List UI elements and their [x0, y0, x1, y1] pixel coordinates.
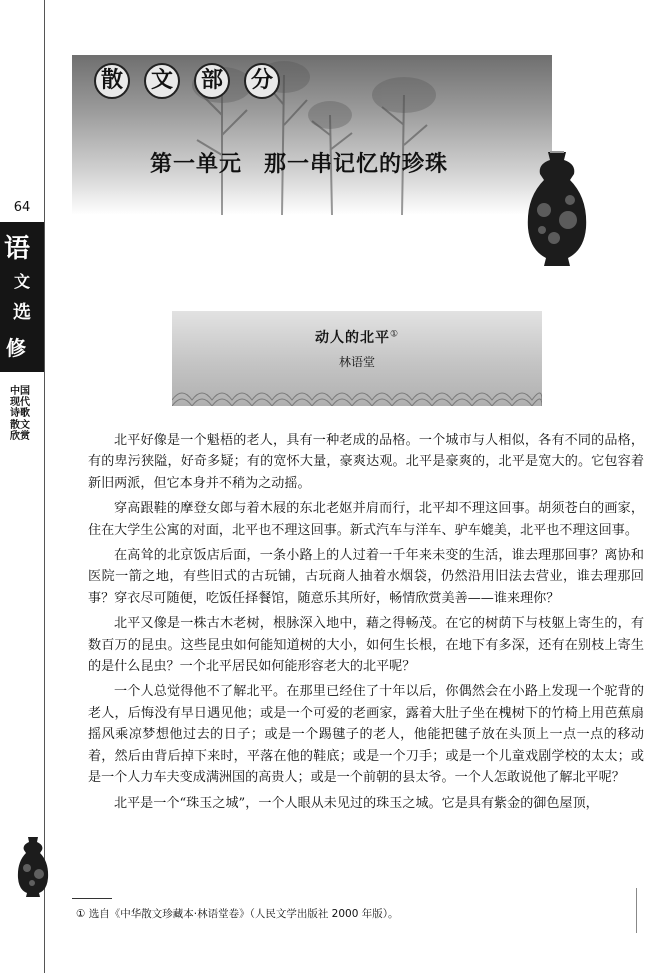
page-number: 64	[13, 200, 31, 215]
body-paragraph: 北平是一个“珠玉之城”，一个人眼从未见过的珠玉之城。它是具有紫金的御色屋顶，	[114, 795, 599, 811]
section-char-badge: 散	[94, 63, 130, 99]
section-header-banner	[72, 55, 552, 215]
body-paragraph: 一个人总觉得他不了解北平。在那里已经住了十年以后，你偶然会在小路上发现一个驼背的老人，后悔没有早日遇见他；或是一个可爱的老画家，露着大肚子坐在槐树下的竹椅上用芭蕉扇摇风乘凉梦想他过去的日子；或是一个踢毽子的老人，他能把毽子放在头顶上一点一点的移动着，然后由背后掉下来时，平落在他的鞋底；或是一个刀手；或是一个儿童戏剧学校的太太；或是一个人力车夫变成满洲国的高贵人；或是一个前朝的县太爷。一个人怎敢说他了解北平呢？	[88, 684, 644, 786]
unit-name: 那一串记忆的珍珠	[264, 152, 449, 177]
article-title-box	[172, 311, 542, 406]
section-char-badge: 分	[244, 63, 280, 99]
footnote-rule	[72, 898, 112, 899]
wave-pattern-decoration	[172, 378, 542, 406]
unit-title	[150, 147, 448, 178]
article-body	[88, 430, 644, 818]
body-paragraph: 北平好像是一个魁梧的老人，具有一种老成的品格。一个城市与人相似，各有不同的品格，有的卑污狭隘，好奇多疑；有的宽怀大量，豪爽达观。北平是豪爽的，北平是宽大的。它包容着新旧两派，但它本身并不稍为之动摇。	[88, 433, 644, 491]
book-series-caption: 中国现代诗歌散文欣赏	[10, 386, 30, 442]
small-vase-image	[16, 836, 50, 898]
footnote-mark: ①	[389, 329, 400, 340]
unit-label: 第一单元	[150, 152, 243, 177]
side-tab-char: 修	[6, 336, 26, 360]
article-title	[172, 327, 542, 347]
section-char-badge: 部	[194, 63, 230, 99]
body-paragraph: 在高耸的北京饭店后面，一条小路上的人过着一千年来未变的生活，谁去理那回事？离协和医院一箭之地，有些旧式的古玩铺，古玩商人抽着水烟袋，仍然沿用旧法去营业，谁去理那回事？穿衣尽可随便，吃饭任择餐馆，随意乐其所好，畅情欣赏美善——谁来理你？	[88, 548, 644, 606]
article-author: 林语堂	[338, 355, 375, 369]
margin-rule	[44, 0, 45, 973]
side-tab-char: 文	[13, 272, 30, 291]
footnote: ① 选自《中华散文珍藏本·林语堂卷》（人民文学出版社 2000 年版）。	[76, 908, 399, 920]
side-tab	[0, 222, 44, 372]
body-paragraph: 北平又像是一株古木老树，根脉深入地中，藉之得畅茂。在它的树荫下与枝躯上寄生的，有数百万的昆虫。这些昆虫如何能知道树的大小，如何生长根，在地下有多深，还有在别枝上寄生的是什么昆虫？一个北平居民如何能形容老大的北平呢？	[88, 616, 644, 675]
article-title-text: 动人的北平	[314, 330, 390, 346]
side-tab-char: 选	[13, 302, 31, 323]
body-paragraph: 穿高跟鞋的摩登女郎与着木屐的东北老妪并肩而行，北平却不理这回事。胡须苍白的画家，住在大学生公寓的对面，北平也不理这回事。新式汽车与洋车、驴车媲美，北平也不理这回事。	[88, 501, 644, 538]
cloisonne-vase-image	[524, 150, 590, 268]
side-tab-char: 语	[4, 234, 31, 264]
scan-edge-mark	[636, 888, 637, 933]
section-char-badge: 文	[144, 63, 180, 99]
